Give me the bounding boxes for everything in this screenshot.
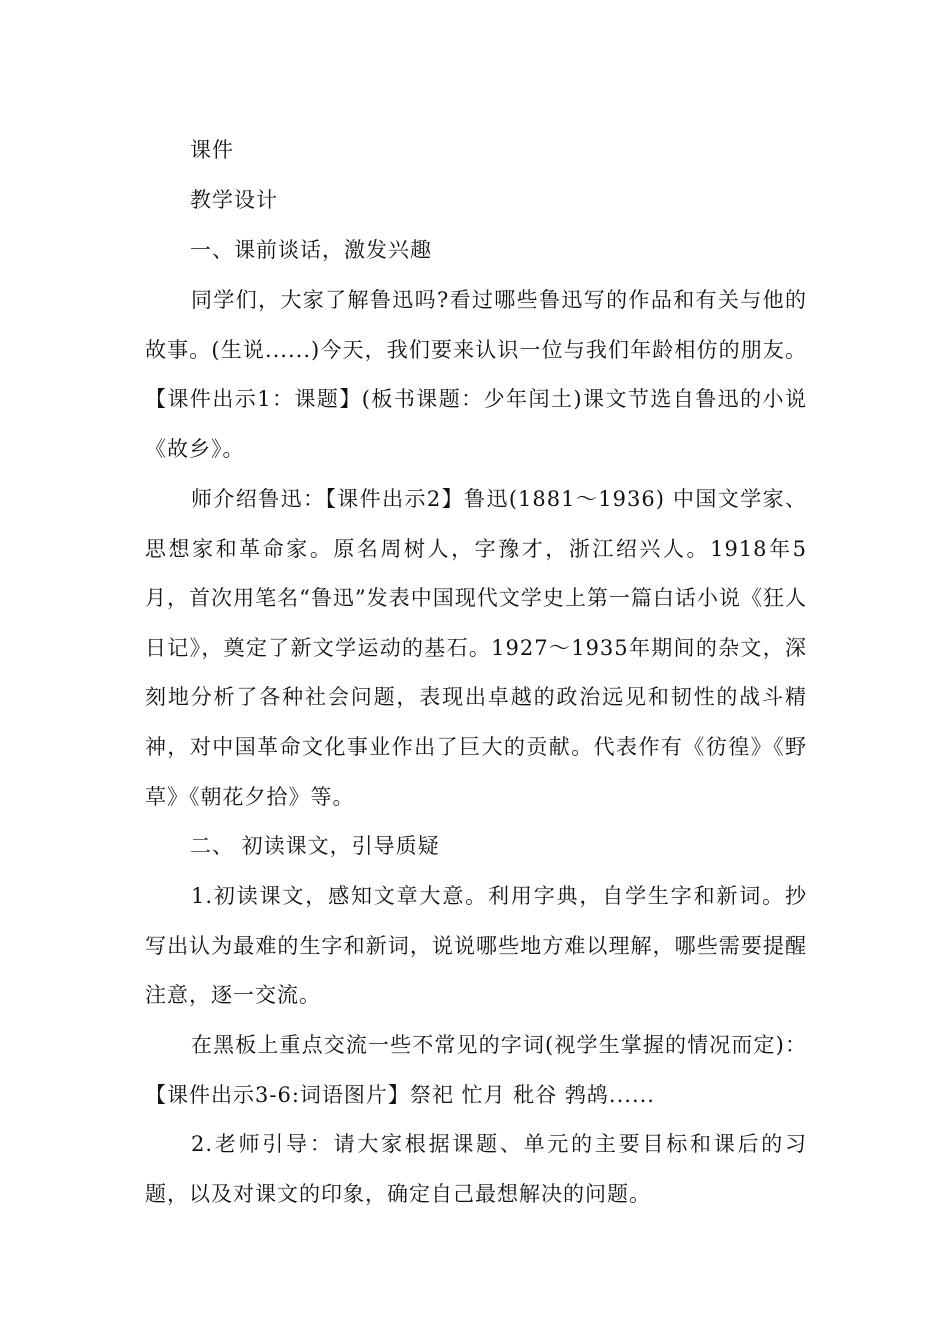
- paragraph-luxun-bio: 师介绍鲁迅：【课件出示2】鲁迅(1881～1936) 中国文学家、思想家和革命家。原名周树人，字豫才，浙江绍兴人。1918年5月，首次用笔名“鲁迅”发表中国现代文学史上第一篇白话小说《狂人日记》，奠定了新文学运动的基石。1927～1935年期间的杂文，深刻地分析了各种社会问题，表现出卓越的政治远见和韧性的战斗精神，对中国革命文化事业作出了巨大的贡献。代表作有《彷徨》《野草》《朝花夕拾》等。: [145, 487, 807, 809]
- section-1-heading: 一、课前谈话，激发兴趣: [190, 238, 432, 262]
- paragraph-intro: 同学们，大家了解鲁迅吗?看过哪些鲁迅写的作品和有关与他的故事。(生说......)今天，我们要来认识一位与我们年龄相仿的朋友。【课件出示1：课题】(板书课题：少年闰土)课文节选自鲁迅的小说《故乡》。: [145, 288, 807, 461]
- paragraph-vocabulary: 在黑板上重点交流一些不常见的字词(视学生掌握的情况而定)：【课件出示3-6:词语图片】祭祀 忙月 秕谷 鹁鸪......: [145, 1033, 807, 1107]
- paragraph-teacher-guide: 2.老师引导：请大家根据课题、单元的主要目标和课后的习题，以及对课文的印象，确定自己最想解决的问题。: [145, 1132, 807, 1206]
- section-2-heading: 二、 初读课文，引导质疑: [190, 834, 440, 858]
- paragraph-first-reading: 1.初读课文，感知文章大意。利用字典，自学生字和新词。抄写出认为最难的生字和新词，说说哪些地方难以理解，哪些需要提醒注意，逐一交流。: [145, 884, 807, 1008]
- title-courseware: 课件: [190, 138, 234, 162]
- title-teaching-design: 教学设计: [190, 188, 278, 212]
